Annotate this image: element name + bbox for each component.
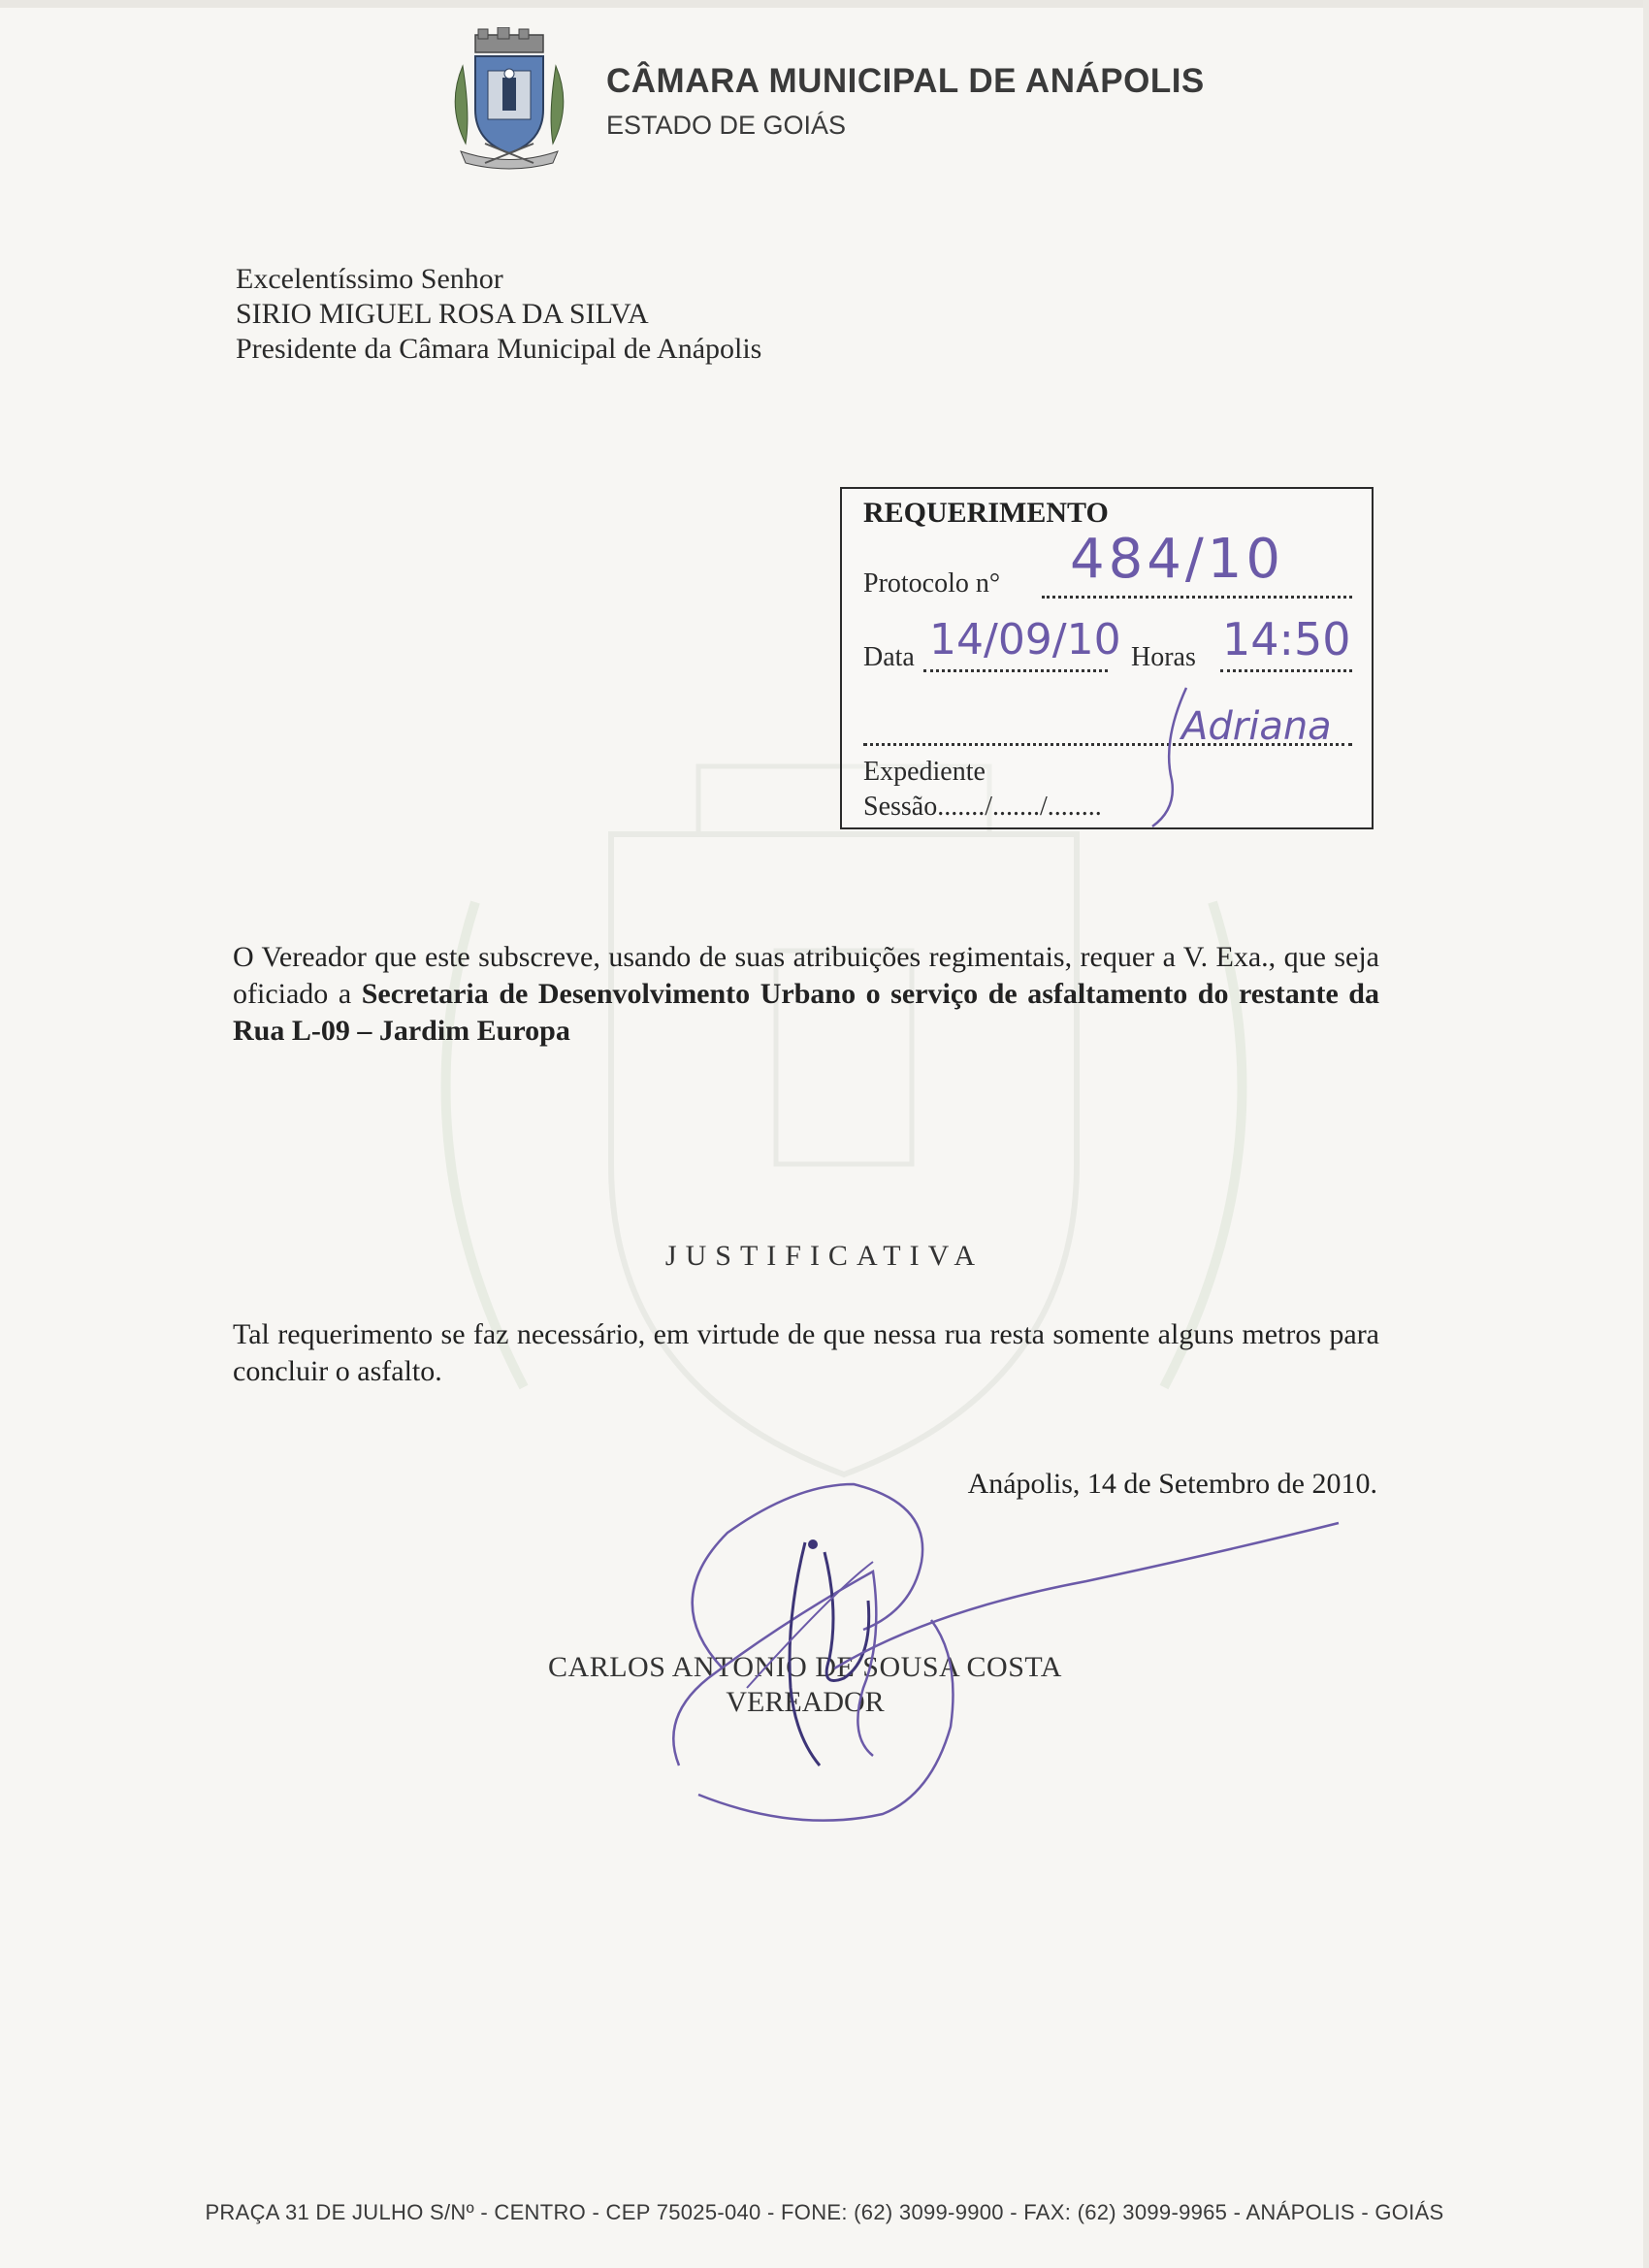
municipal-coat-of-arms-icon — [441, 27, 577, 173]
date-line — [863, 642, 915, 673]
sessao-label: Sessão......./......./........ — [863, 792, 1102, 822]
protocol-handwritten-value: 484/10 — [1070, 528, 1285, 591]
expediente-label: Expediente — [863, 757, 986, 787]
hours-label: Horas — [1131, 642, 1196, 672]
page-edge — [0, 0, 1649, 8]
justification-paragraph: Tal requerimento se faz necessário, em virtude de que nessa rua resta somente alguns metros para concluir o asfalto. — [233, 1318, 1379, 1387]
receiver-signature: Adriana — [1181, 704, 1332, 749]
organization-state: ESTADO DE GOIÁS — [606, 111, 847, 140]
stamp-title: REQUERIMENTO — [863, 497, 1109, 529]
request-intro: O Vereador que este subscreve, usando de suas atribuições regimentais, requer a V. Exa., que seja oficiado a — [233, 941, 1379, 1010]
requerimento-stamp — [840, 487, 1374, 829]
protocol-line — [863, 568, 1000, 599]
hours-dotted-line — [1220, 669, 1352, 672]
addressee-block — [236, 262, 761, 367]
request-paragraph — [233, 939, 1379, 1050]
signer-name: CARLOS ANTONIO DE SOUSA COSTA — [548, 1651, 1062, 1683]
request-emphasis: Secretaria de Desenvolvimento Urbano o serviço de asfaltamento do restante da Rua L-09 – Jardim Europa — [233, 978, 1379, 1047]
addressee-title: Presidente da Câmara Municipal de Anápolis — [236, 333, 762, 365]
signer-role: VEREADOR — [726, 1686, 885, 1718]
page-edge — [1643, 0, 1649, 2268]
handwritten-signature — [640, 1445, 1377, 1833]
hours-handwritten-value: 14:50 — [1222, 613, 1351, 665]
protocol-label: Protocolo n° — [863, 568, 1001, 599]
protocol-dotted-line — [1042, 596, 1352, 599]
addressee-name: SIRIO MIGUEL ROSA DA SILVA — [236, 298, 649, 330]
receiver-signature-stroke — [1133, 683, 1211, 828]
organization-name: CÂMARA MUNICIPAL DE ANÁPOLIS — [606, 62, 1205, 100]
salutation: Excelentíssimo Senhor — [236, 263, 503, 295]
date-dotted-line — [923, 669, 1108, 672]
place-date: Anápolis, 14 de Setembro de 2010. — [967, 1468, 1377, 1500]
date-label: Data — [863, 642, 915, 672]
justification-title: JUSTIFICATIVA — [664, 1240, 985, 1272]
date-handwritten-value: 14/09/10 — [929, 615, 1121, 664]
footer-address: PRAÇA 31 DE JULHO S/Nº - CENTRO - CEP 75025-040 - FONE: (62) 3099-9900 - FAX: (62) 3099-9965 - ANÁPOLIS - GOIÁS — [205, 2200, 1444, 2224]
